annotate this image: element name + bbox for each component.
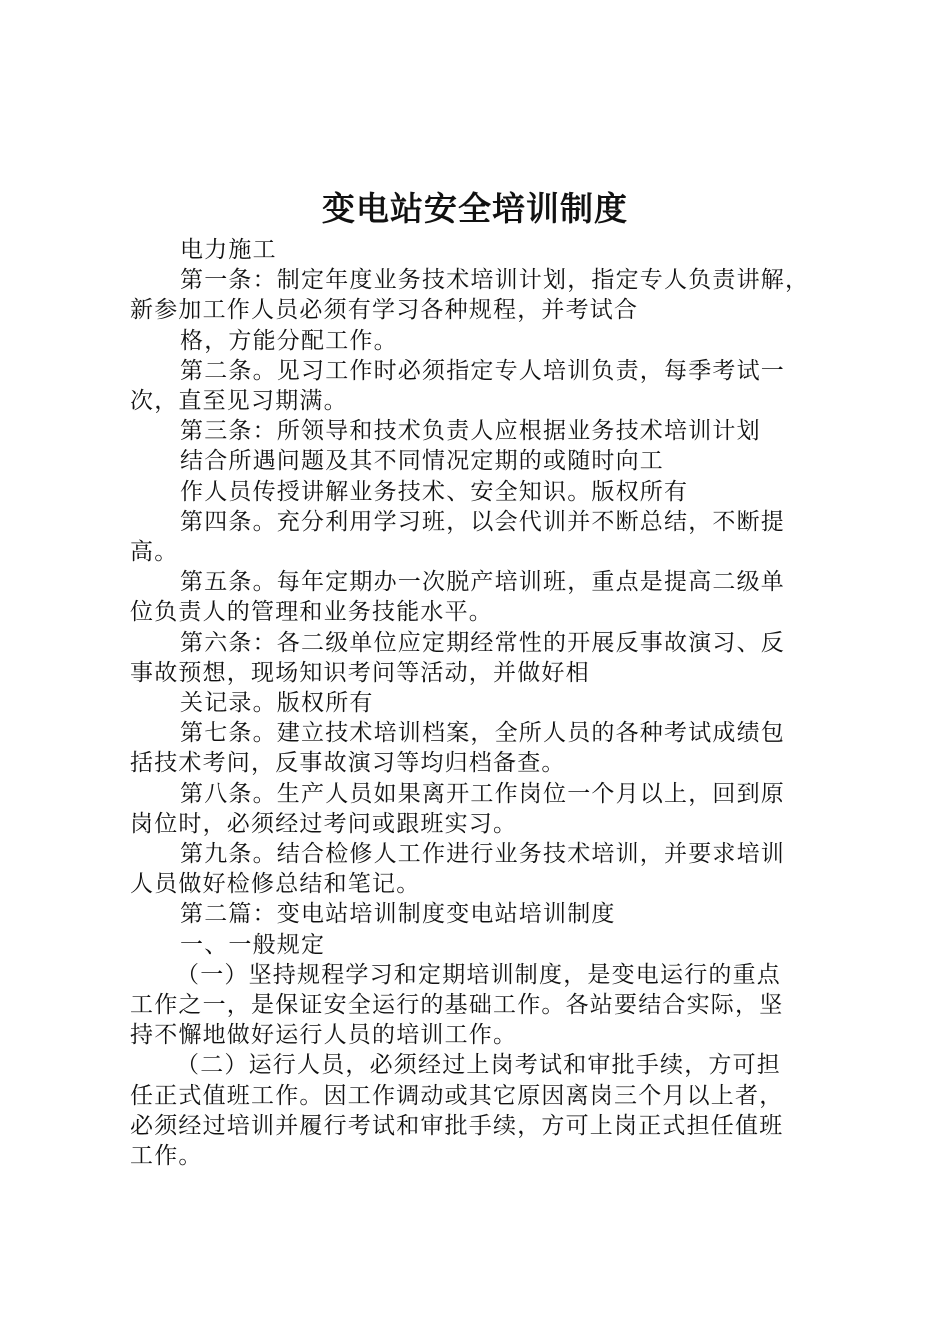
article-7-line: 第七条。建立技术培训档案，全所人员的各种考试成绩包 [180, 720, 785, 747]
document-title: 变电站安全培训制度 [322, 189, 628, 228]
article-9-line: 人员做好检修总结和笔记。 [130, 871, 421, 898]
article-9-line: 第九条。结合检修人工作进行业务技术培训，并要求培训 [180, 841, 785, 868]
article-8-line: 岗位时，必须经过考问或跟班实习。 [130, 810, 518, 837]
article-5-line: 第五条。每年定期办一次脱产培训班，重点是提高二级单 [180, 569, 785, 596]
clause-2-line: （二）运行人员，必须经过上岗考试和审批手续，方可担 [176, 1052, 781, 1079]
article-6-line: 关记录。版权所有 [180, 690, 374, 717]
article-7-line: 括技术考问，反事故演习等均归档备查。 [130, 750, 566, 777]
article-3-line: 第三条：所领导和技术负责人应根据业务技术培训计划 [180, 418, 761, 445]
article-1-line: 格，方能分配工作。 [180, 327, 398, 354]
article-3-line: 结合所遇问题及其不同情况定期的或随时向工 [180, 448, 664, 475]
clause-1-line: （一）坚持规程学习和定期培训制度，是变电运行的重点 [176, 961, 781, 988]
section-heading: 第二篇：变电站培训制度变电站培训制度 [180, 901, 616, 928]
article-2-line: 次，直至见习期满。 [130, 388, 348, 415]
article-1-line: 第一条：制定年度业务技术培训计划，指定专人负责讲解， [180, 267, 810, 294]
clause-2-line: 任正式值班工作。因工作调动或其它原因离岗三个月以上者， [130, 1082, 784, 1109]
article-3-line: 作人员传授讲解业务技术、安全知识。版权所有 [180, 478, 689, 505]
article-1-line: 新参加工作人员必须有学习各种规程，并考试合 [130, 297, 639, 324]
subsection-heading: 一、一般规定 [180, 931, 326, 958]
article-2-line: 第二条。见习工作时必须指定专人培训负责，每季考试一 [180, 357, 785, 384]
document-body [130, 235, 840, 1171]
article-5-line: 位负责人的管理和业务技能水平。 [130, 599, 493, 626]
category-line: 电力施工 [180, 237, 277, 263]
clause-1-line: 工作之一，是保证安全运行的基础工作。各站要结合实际，坚 [130, 992, 784, 1019]
clause-1-line: 持不懈地做好运行人员的培训工作。 [130, 1022, 518, 1049]
clause-2-line: 必须经过培训并履行考试和审批手续，方可上岗正式担任值班 [130, 1112, 784, 1139]
article-6-line: 第六条：各二级单位应定期经常性的开展反事故演习、反 [180, 629, 785, 656]
article-8-line: 第八条。生产人员如果离开工作岗位一个月以上，回到原 [180, 780, 785, 807]
article-6-line: 事故预想，现场知识考问等活动，并做好相 [130, 659, 590, 686]
article-4-line: 高。 [130, 539, 179, 566]
article-4-line: 第四条。充分利用学习班，以会代训并不断总结，不断提 [180, 508, 785, 535]
clause-2-line: 工作。 [130, 1143, 203, 1170]
